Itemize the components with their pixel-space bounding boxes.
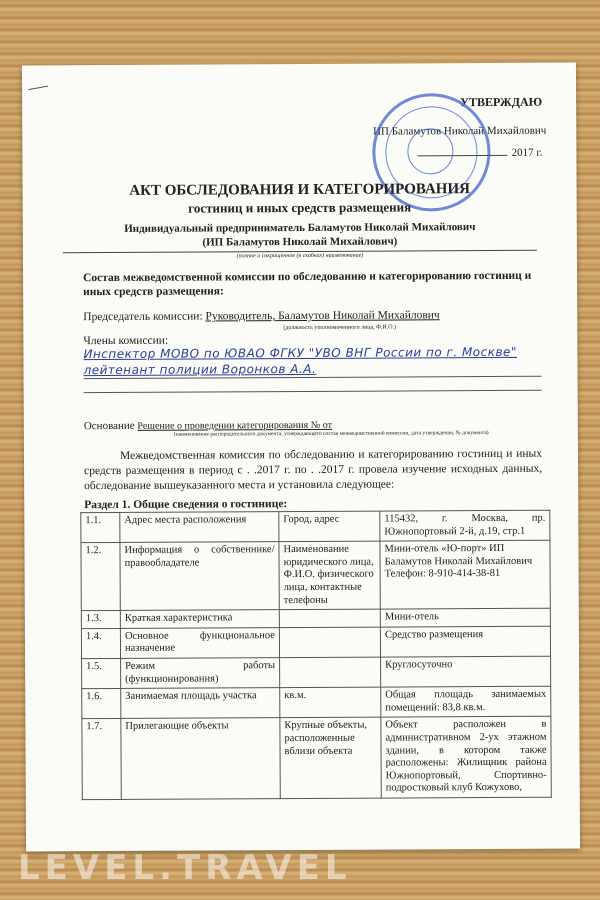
chair-hint: (должность уполномоченного лица, Ф.И.О.) bbox=[283, 324, 397, 332]
members-blank-line bbox=[84, 390, 542, 393]
entity-full-name: Индивидуальный предприниматель Баламутов Николай Михайлович bbox=[124, 221, 476, 235]
entity-short-name: (ИП Баламутов Николай Михайлович) bbox=[202, 235, 398, 249]
row-value: Круглосуточно bbox=[381, 656, 551, 687]
approval-label: УТВЕРЖДАЮ bbox=[460, 94, 543, 110]
table-row bbox=[81, 540, 550, 610]
basis-label: Основание bbox=[83, 419, 138, 433]
table-row bbox=[81, 510, 550, 543]
row-name: Занимаемая площадь участка bbox=[121, 688, 280, 719]
members-label: Члены комиссии: bbox=[83, 334, 169, 348]
basis-value: Решение о проведении категорирования № от bbox=[137, 419, 332, 432]
table-row bbox=[82, 717, 551, 800]
approver-name: ИП Баламутов Николай Михайлович bbox=[373, 124, 547, 138]
document-subtitle: гостиниц и иных средств размещения bbox=[188, 199, 412, 216]
row-value: Мини-отель bbox=[380, 608, 550, 626]
member-handwritten-line-1: Инспектор МОВО по ЮВАО ФГКУ "УВО ВНГ России по г. Москве" bbox=[83, 344, 517, 362]
row-parameter bbox=[279, 609, 380, 627]
row-name: Информация о собственнике/правообладателе bbox=[120, 542, 279, 611]
approval-date-suffix: 2017 г. bbox=[511, 146, 543, 159]
row-parameter bbox=[279, 627, 380, 658]
row-number: 1.4. bbox=[81, 628, 120, 658]
row-name: Адрес места расположения bbox=[120, 512, 279, 543]
basis-hint: (наименование распорядительного документа, утверждающего состав межведомственной комиссии, дата утверждения, № документа) bbox=[173, 430, 489, 438]
row-name: Основное функциональное назначение bbox=[120, 627, 279, 658]
general-info-table bbox=[80, 510, 552, 800]
row-number: 1.6. bbox=[82, 689, 121, 719]
table-row bbox=[81, 626, 550, 659]
document-page bbox=[22, 63, 580, 852]
table-row bbox=[82, 686, 551, 719]
row-parameter: Крупные объекты, расположенные вблизи объекта bbox=[280, 717, 381, 798]
row-name: Краткая характеристика bbox=[120, 610, 279, 628]
row-name: Режим работы (функционирования) bbox=[121, 658, 280, 689]
commission-chair bbox=[83, 309, 541, 323]
intro-paragraph: Межведомственная комиссия по обследованию и категорированию гостиниц и иных средств размещения в период с . .2017 г. по . .2017 г. провела изучение исходных данных, обследование вышеуказанного места и установила следующее: bbox=[84, 447, 543, 493]
row-value: Общая площадь занимаемых помещений: 83,8 кв.м. bbox=[381, 686, 551, 717]
row-parameter: Город, адрес bbox=[279, 511, 380, 542]
section-title: Раздел 1. Общие сведения о гостинице: bbox=[84, 498, 288, 512]
table-row bbox=[82, 656, 551, 689]
site-watermark: LEVEL.TRAVEL bbox=[18, 848, 352, 888]
row-value: Мини-отель «Ю-порт» ИП Баламутов Николай Михайлович Телефон: 8-910-414-38-81 bbox=[380, 540, 550, 609]
chair-label: Председатель комиссии: bbox=[83, 310, 206, 324]
document-title: АКТ ОБСЛЕДОВАНИЯ И КАТЕГОРИРОВАНИЯ bbox=[129, 181, 470, 199]
commission-heading: Состав межведомственной комиссии по обследованию и категорированию гостиниц и иных средств размещения: bbox=[83, 269, 532, 299]
row-value: Объект расположен в административном 2-ух этажном здании, в котором также расположены: Жилищник района Южнопортовый, Спортивно-подростковый клуб Кожухово, bbox=[381, 717, 551, 798]
row-name: Прилегающие объекты bbox=[121, 718, 280, 799]
pen-mark bbox=[28, 86, 48, 91]
row-number: 1.5. bbox=[82, 658, 121, 688]
row-parameter: Наименование юридического лица, Ф.И.О. физического лица, контактные телефоны bbox=[279, 541, 380, 609]
row-value: 115432, г. Москва, пр. Южнопортовый 2-й, д.19, стр.1 bbox=[380, 510, 550, 541]
entity-hint: (полное и сокращенное (в скобках) наименование) bbox=[236, 252, 364, 260]
row-value: Средство размещения bbox=[380, 626, 550, 657]
row-number: 1.2. bbox=[81, 543, 120, 611]
row-parameter: кв.м. bbox=[280, 687, 381, 718]
row-number: 1.7. bbox=[82, 719, 121, 800]
row-number: 1.3. bbox=[81, 611, 120, 629]
member-handwritten-line-2: лейтенант полиции Воронков А.А. bbox=[83, 361, 317, 378]
row-number: 1.1. bbox=[81, 512, 120, 542]
row-parameter bbox=[280, 657, 381, 688]
chair-name: Руководитель, Баламутов Николай Михайлович bbox=[205, 309, 440, 323]
